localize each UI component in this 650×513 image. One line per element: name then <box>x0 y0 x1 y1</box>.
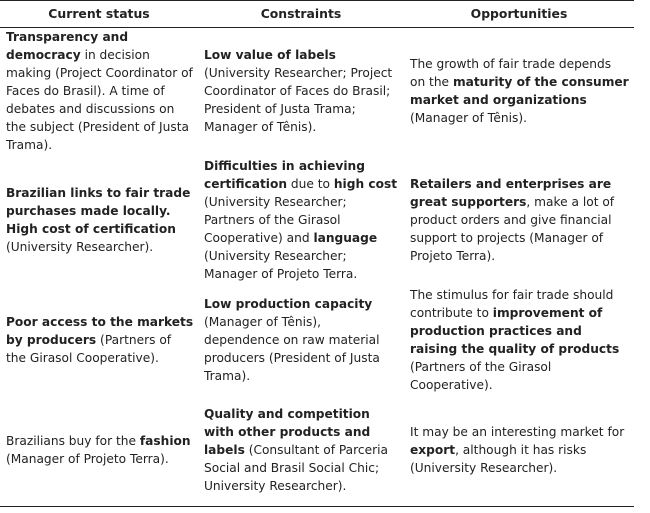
table-row <box>0 28 634 155</box>
text-run: (Partners of the Girasol Cooperative). <box>410 360 552 392</box>
table-header-row <box>0 1 634 28</box>
bold-text-run: Difficulties in achieving certification <box>204 159 365 191</box>
text-run: (Consultant of Parceria Social and Brasil Social Chic; University Researcher). <box>204 443 388 493</box>
text-run: due to <box>287 177 334 191</box>
header-opportunities: Opportunities <box>404 1 634 28</box>
text-run: (Manager of Tênis). <box>410 111 527 125</box>
bold-text-run: Brazilian links to fair trade purchases made locally. High cost of certification <box>6 186 191 236</box>
bold-text-run: Quality and competition with other products and labels <box>204 407 371 457</box>
bold-text-run: language <box>313 231 378 245</box>
table-row <box>0 286 634 394</box>
text-run: (University Researcher). <box>6 240 154 254</box>
current-status-cell <box>0 286 198 394</box>
bold-text-run: high cost <box>333 177 398 191</box>
constraints-cell <box>198 394 404 507</box>
text-run: (University Researcher; Project Coordinator of Faces do Brasil; President of Justa Trama; Manager of Tênis). <box>204 66 393 134</box>
bold-text-run: fashion <box>139 434 191 448</box>
text-run: It may be an interesting market for <box>410 425 625 439</box>
bold-text-run: Low production capacity <box>204 297 373 311</box>
text-run: (Manager of Projeto Terra). <box>6 452 169 466</box>
current-status-cell <box>0 394 198 507</box>
text-run: (University Researcher; Manager of Projeto Terra. <box>204 249 358 281</box>
bold-text-run: export <box>410 443 456 457</box>
bold-text-run: Transparency and democracy <box>6 30 129 62</box>
constraints-cell <box>198 154 404 286</box>
opportunities-cell <box>404 394 634 507</box>
bold-text-run: Retailers and enterprises are great supporters <box>410 177 612 209</box>
current-status-cell <box>0 154 198 286</box>
table-row <box>0 154 634 286</box>
constraints-cell <box>198 286 404 394</box>
constraints-cell <box>198 28 404 155</box>
opportunities-cell <box>404 286 634 394</box>
bold-text-run: Poor access to the markets by producers <box>6 315 194 347</box>
bold-text-run: maturity of the consumer market and organizations <box>410 75 629 107</box>
text-run: The growth of fair trade depends on the <box>410 57 612 89</box>
text-run: (University Researcher; Partners of the Girasol Cooperative) and <box>204 195 347 245</box>
current-status-cell <box>0 28 198 155</box>
text-run: (Partners of the Girasol Cooperative). <box>6 333 172 365</box>
text-run: in decision making (Project Coordinator of Faces do Brasil). A time of debates and discussions on the subject (President of Justa Trama). <box>6 48 193 152</box>
text-run: , although it has risks (University Researcher). <box>410 443 587 475</box>
bold-text-run: improvement of production practices and raising the quality of products <box>410 306 620 356</box>
header-current-status: Current status <box>0 1 198 28</box>
header-constraints: Constraints <box>198 1 404 28</box>
opportunities-cell <box>404 28 634 155</box>
bold-text-run: Low value of labels <box>204 48 336 62</box>
text-run: Brazilians buy for the <box>6 434 140 448</box>
table-row <box>0 394 634 507</box>
text-run: , make a lot of product orders and give financial support to projects (Manager of Projeto Terra). <box>410 195 615 263</box>
text-run: The stimulus for fair trade should contribute to <box>410 288 614 320</box>
text-run: (Manager of Tênis), dependence on raw material producers (President of Justa Trama). <box>204 315 380 383</box>
opportunities-cell <box>404 154 634 286</box>
